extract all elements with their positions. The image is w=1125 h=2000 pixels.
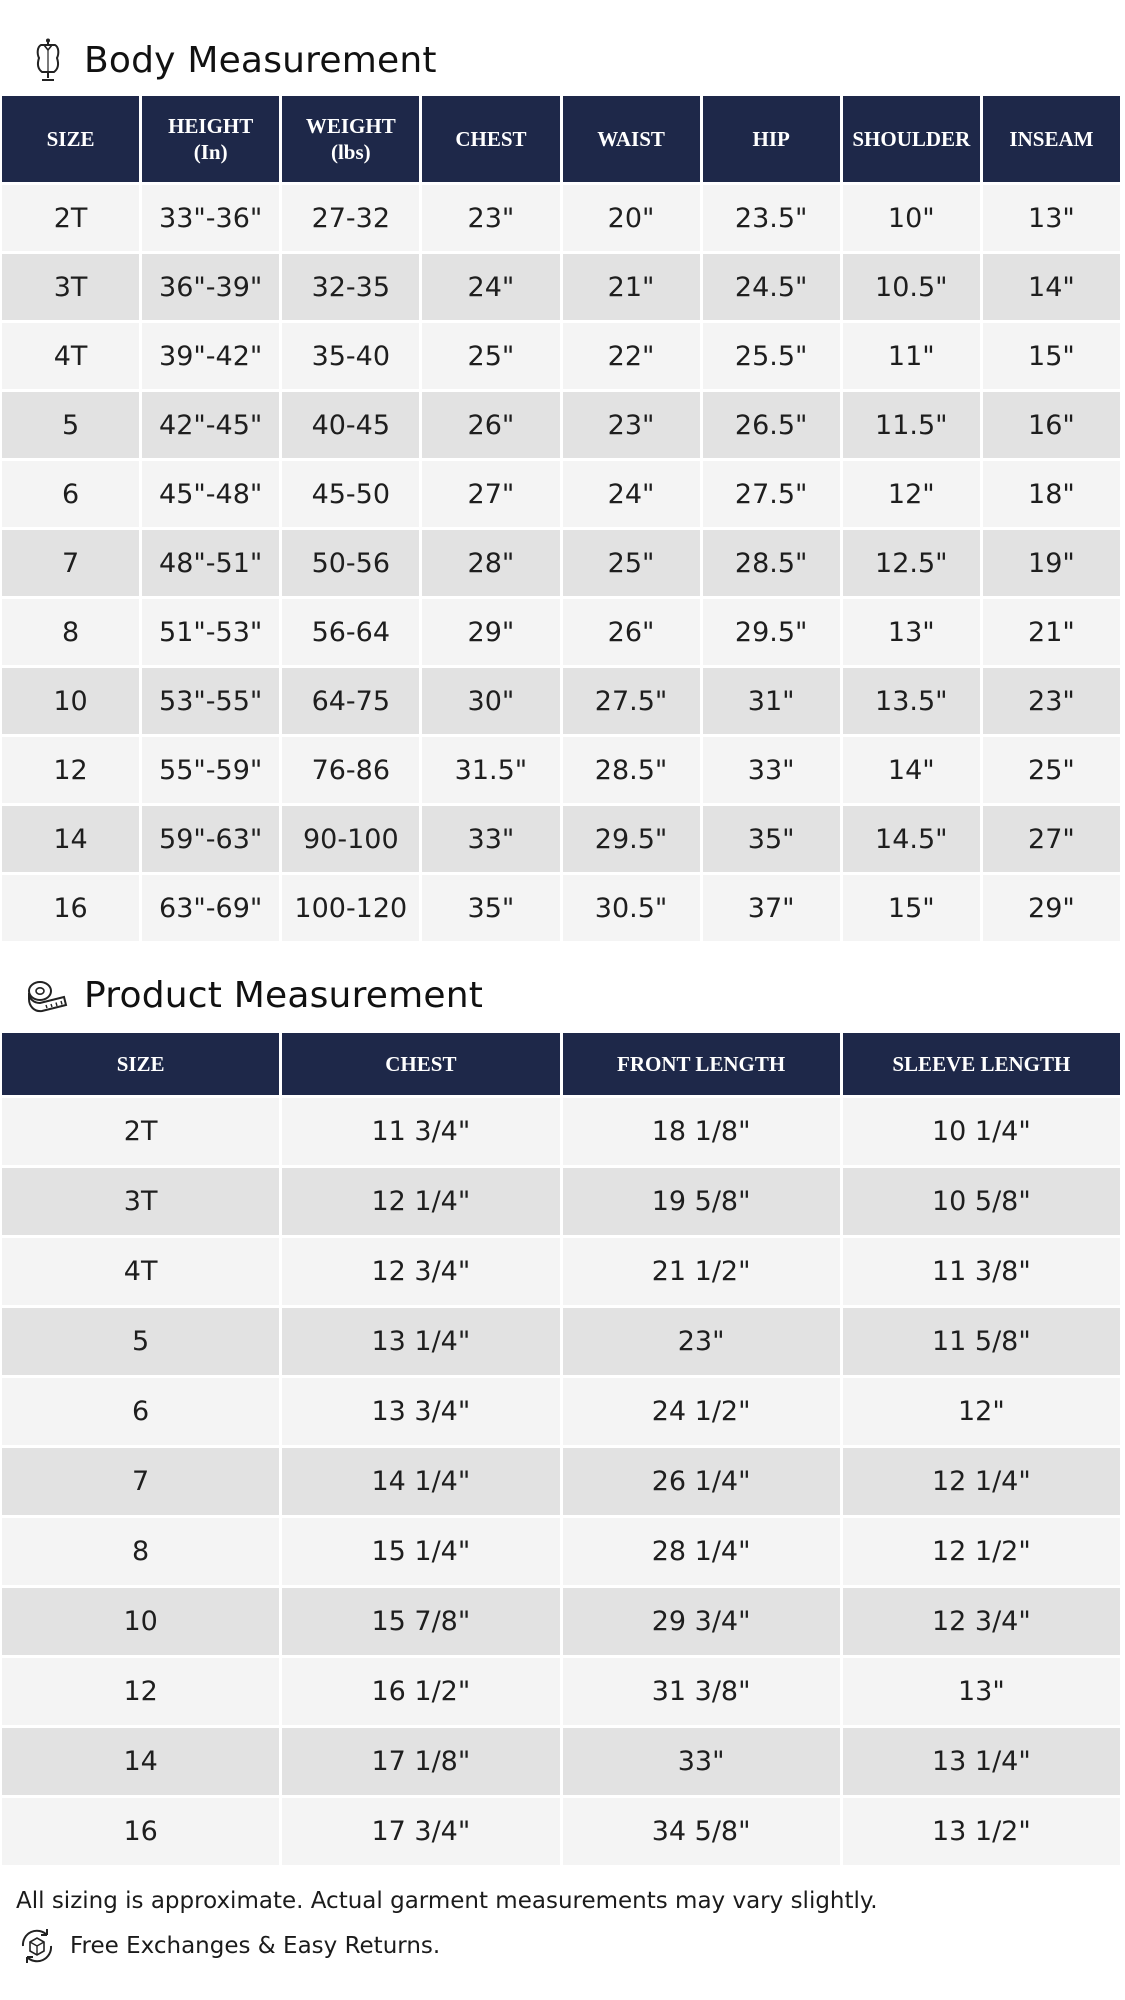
- table-cell: 21": [563, 254, 700, 320]
- table-cell: 12.5": [843, 530, 980, 596]
- table-cell: 26": [422, 392, 559, 458]
- table-cell: 19 5/8": [563, 1168, 840, 1235]
- table-cell: 23": [563, 392, 700, 458]
- table-cell: 29": [422, 599, 559, 665]
- table-cell: 22": [563, 323, 700, 389]
- table-cell: 28.5": [703, 530, 840, 596]
- table-cell: 4T: [2, 323, 139, 389]
- table-cell: 34 5/8": [563, 1798, 840, 1865]
- sizing-disclaimer: All sizing is approximate. Actual garment measurements may vary slightly.: [16, 1888, 878, 1914]
- table-cell: 27.5": [703, 461, 840, 527]
- table-cell: 51"-53": [142, 599, 279, 665]
- table-cell: 17 3/4": [282, 1798, 559, 1865]
- table-cell: 16": [983, 392, 1120, 458]
- body-measurement-table: [0, 93, 1123, 944]
- table-row: [2, 1308, 1120, 1375]
- table-row: [2, 530, 1120, 596]
- table-cell: 2T: [2, 1098, 279, 1165]
- table-cell: 35": [422, 875, 559, 941]
- table-cell: 12": [843, 461, 980, 527]
- table-cell: 14": [843, 737, 980, 803]
- table-cell: 13": [843, 599, 980, 665]
- table-cell: 10 1/4": [843, 1098, 1120, 1165]
- table-cell: 12 3/4": [282, 1238, 559, 1305]
- table-cell: 11 3/8": [843, 1238, 1120, 1305]
- table-cell: 12 3/4": [843, 1588, 1120, 1655]
- table-cell: 5: [2, 1308, 279, 1375]
- table-row: [2, 1798, 1120, 1865]
- table-cell: 24 1/2": [563, 1378, 840, 1445]
- table-cell: 12 1/4": [282, 1168, 559, 1235]
- table-row: [2, 806, 1120, 872]
- table-cell: 6: [2, 1378, 279, 1445]
- table-row: [2, 599, 1120, 665]
- table-cell: 53"-55": [142, 668, 279, 734]
- table-cell: 55"-59": [142, 737, 279, 803]
- table-row: [2, 1378, 1120, 1445]
- table-cell: 29": [983, 875, 1120, 941]
- table-cell: 15": [843, 875, 980, 941]
- table-row: [2, 1658, 1120, 1725]
- table-row: [2, 1448, 1120, 1515]
- table-cell: 33": [563, 1728, 840, 1795]
- table-cell: 24": [563, 461, 700, 527]
- table-cell: 25": [563, 530, 700, 596]
- table-cell: 10: [2, 668, 139, 734]
- table-cell: 100-120: [282, 875, 419, 941]
- table-cell: 12": [843, 1378, 1120, 1445]
- table-cell: 13": [843, 1658, 1120, 1725]
- table-cell: 3T: [2, 1168, 279, 1235]
- table-cell: 15 1/4": [282, 1518, 559, 1585]
- table-cell: 28 1/4": [563, 1518, 840, 1585]
- returns-notice: [16, 1924, 440, 1968]
- table-cell: 29 3/4": [563, 1588, 840, 1655]
- table-cell: 21": [983, 599, 1120, 665]
- table-cell: 24": [422, 254, 559, 320]
- table-cell: 36"-39": [142, 254, 279, 320]
- table-cell: 11": [843, 323, 980, 389]
- table-cell: 31 3/8": [563, 1658, 840, 1725]
- table-cell: 14.5": [843, 806, 980, 872]
- table-row: [2, 875, 1120, 941]
- table-row: [2, 1518, 1120, 1585]
- table-cell: 2T: [2, 185, 139, 251]
- table-cell: 50-56: [282, 530, 419, 596]
- table-cell: 32-35: [282, 254, 419, 320]
- table-cell: 33"-36": [142, 185, 279, 251]
- column-header-sleeve-length: SLEEVE LENGTH: [843, 1033, 1120, 1095]
- table-cell: 31": [703, 668, 840, 734]
- table-cell: 13 1/2": [843, 1798, 1120, 1865]
- table-cell: 33": [422, 806, 559, 872]
- product-measurement-title: Product Measurement: [84, 974, 484, 1016]
- table-cell: 8: [2, 1518, 279, 1585]
- table-cell: 40-45: [282, 392, 419, 458]
- table-cell: 25.5": [703, 323, 840, 389]
- table-cell: 25": [983, 737, 1120, 803]
- table-cell: 27.5": [563, 668, 700, 734]
- table-cell: 3T: [2, 254, 139, 320]
- table-cell: 90-100: [282, 806, 419, 872]
- table-cell: 10 5/8": [843, 1168, 1120, 1235]
- table-cell: 15": [983, 323, 1120, 389]
- table-cell: 64-75: [282, 668, 419, 734]
- table-cell: 7: [2, 1448, 279, 1515]
- table-cell: 48"-51": [142, 530, 279, 596]
- table-cell: 12: [2, 1658, 279, 1725]
- table-cell: 24.5": [703, 254, 840, 320]
- table-cell: 29.5": [703, 599, 840, 665]
- table-cell: 27": [983, 806, 1120, 872]
- table-cell: 18 1/8": [563, 1098, 840, 1165]
- table-row: [2, 323, 1120, 389]
- table-cell: 31.5": [422, 737, 559, 803]
- table-cell: 45"-48": [142, 461, 279, 527]
- table-cell: 37": [703, 875, 840, 941]
- table-row: [2, 1238, 1120, 1305]
- measuring-tape-icon: [22, 969, 74, 1021]
- table-cell: 11 5/8": [843, 1308, 1120, 1375]
- table-cell: 28.5": [563, 737, 700, 803]
- table-cell: 13 1/4": [843, 1728, 1120, 1795]
- return-box-icon: [16, 1925, 58, 1967]
- table-cell: 21 1/2": [563, 1238, 840, 1305]
- table-header-row: [2, 1033, 1120, 1095]
- table-cell: 76-86: [282, 737, 419, 803]
- table-cell: 15 7/8": [282, 1588, 559, 1655]
- column-header-chest: CHEST: [282, 1033, 559, 1095]
- table-row: [2, 1588, 1120, 1655]
- table-cell: 23": [983, 668, 1120, 734]
- table-cell: 13.5": [843, 668, 980, 734]
- table-cell: 16 1/2": [282, 1658, 559, 1725]
- table-cell: 35": [703, 806, 840, 872]
- table-cell: 8: [2, 599, 139, 665]
- table-cell: 4T: [2, 1238, 279, 1305]
- column-header-chest: CHEST: [422, 96, 559, 182]
- product-measurement-table: [0, 1030, 1123, 1868]
- table-cell: 13": [983, 185, 1120, 251]
- table-cell: 5: [2, 392, 139, 458]
- table-cell: 12: [2, 737, 139, 803]
- column-header-hip: HIP: [703, 96, 840, 182]
- table-row: [2, 1168, 1120, 1235]
- column-header-size: SIZE: [2, 1033, 279, 1095]
- column-header-front-length: FRONT LENGTH: [563, 1033, 840, 1095]
- table-cell: 11 3/4": [282, 1098, 559, 1165]
- table-cell: 13 1/4": [282, 1308, 559, 1375]
- table-cell: 12 1/4": [843, 1448, 1120, 1515]
- table-cell: 28": [422, 530, 559, 596]
- table-cell: 25": [422, 323, 559, 389]
- table-cell: 10": [843, 185, 980, 251]
- table-row: [2, 1098, 1120, 1165]
- product-measurement-heading: [0, 965, 483, 1025]
- table-cell: 16: [2, 1798, 279, 1865]
- table-cell: 20": [563, 185, 700, 251]
- dress-form-icon: [22, 34, 74, 86]
- column-header-weight: WEIGHT (lbs): [282, 96, 419, 182]
- table-cell: 33": [703, 737, 840, 803]
- table-cell: 6: [2, 461, 139, 527]
- table-cell: 26 1/4": [563, 1448, 840, 1515]
- table-cell: 13 3/4": [282, 1378, 559, 1445]
- table-row: [2, 461, 1120, 527]
- table-row: [2, 254, 1120, 320]
- table-cell: 29.5": [563, 806, 700, 872]
- table-row: [2, 668, 1120, 734]
- table-cell: 7: [2, 530, 139, 596]
- body-measurement-heading: [0, 30, 437, 90]
- table-cell: 56-64: [282, 599, 419, 665]
- table-row: [2, 392, 1120, 458]
- table-cell: 10: [2, 1588, 279, 1655]
- table-row: [2, 737, 1120, 803]
- column-header-height: HEIGHT (In): [142, 96, 279, 182]
- table-cell: 63"-69": [142, 875, 279, 941]
- table-cell: 14 1/4": [282, 1448, 559, 1515]
- table-cell: 23": [563, 1308, 840, 1375]
- column-header-shoulder: SHOULDER: [843, 96, 980, 182]
- body-measurement-title: Body Measurement: [84, 39, 437, 81]
- table-cell: 45-50: [282, 461, 419, 527]
- column-header-inseam: INSEAM: [983, 96, 1120, 182]
- table-cell: 30.5": [563, 875, 700, 941]
- table-cell: 14: [2, 806, 139, 872]
- table-cell: 16: [2, 875, 139, 941]
- table-cell: 10.5": [843, 254, 980, 320]
- table-cell: 26.5": [703, 392, 840, 458]
- column-header-waist: WAIST: [563, 96, 700, 182]
- table-cell: 27": [422, 461, 559, 527]
- table-cell: 23": [422, 185, 559, 251]
- table-cell: 18": [983, 461, 1120, 527]
- table-cell: 42"-45": [142, 392, 279, 458]
- table-cell: 14": [983, 254, 1120, 320]
- table-cell: 39"-42": [142, 323, 279, 389]
- table-cell: 27-32: [282, 185, 419, 251]
- column-header-size: SIZE: [2, 96, 139, 182]
- table-cell: 17 1/8": [282, 1728, 559, 1795]
- table-cell: 26": [563, 599, 700, 665]
- table-row: [2, 1728, 1120, 1795]
- table-header-row: [2, 96, 1120, 182]
- table-cell: 35-40: [282, 323, 419, 389]
- table-cell: 12 1/2": [843, 1518, 1120, 1585]
- table-cell: 14: [2, 1728, 279, 1795]
- table-cell: 19": [983, 530, 1120, 596]
- table-cell: 11.5": [843, 392, 980, 458]
- table-cell: 30": [422, 668, 559, 734]
- table-cell: 59"-63": [142, 806, 279, 872]
- table-cell: 23.5": [703, 185, 840, 251]
- table-row: [2, 185, 1120, 251]
- returns-label: Free Exchanges & Easy Returns.: [70, 1933, 441, 1959]
